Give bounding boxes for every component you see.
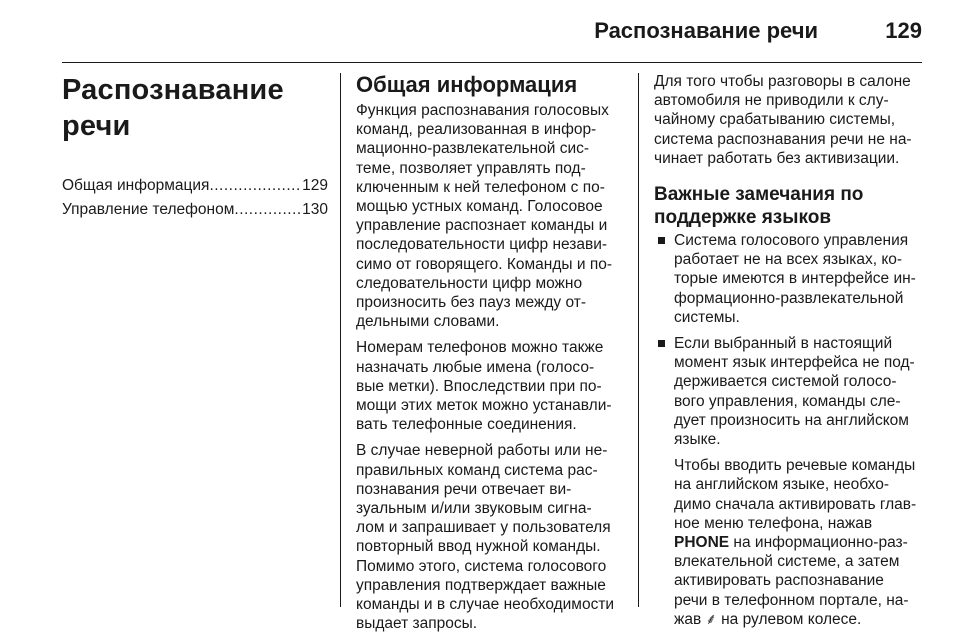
toc-leader	[234, 198, 302, 222]
paragraph-errors: В случае неверной работы или не- правильных команд система рас- познавания речи отвечает ви- зуальным и/или звуковым сигна- лом и запрашивает у пользователя повторный ввод нужной команды. Помимо этого, система голосового управления подтверждает важные команды и в случае необходимости выдает запросы.	[356, 442, 615, 633]
bullet-square-icon	[658, 237, 665, 244]
voice-control-icon: ⸙	[705, 610, 717, 628]
page-number: 129	[885, 18, 922, 43]
table-of-contents	[62, 174, 328, 222]
bullet-item-languages: Система голосового управления работает не на всех языках, ко- торые имеются в интерфейсе ин- формационно-развлекательной системы.	[654, 231, 922, 327]
bullet-square-icon	[658, 340, 665, 347]
toc-label: Управление телефоном	[62, 201, 235, 218]
toc-entry-general[interactable]	[62, 174, 328, 198]
paragraph-intro: Функция распознавания голосовых команд, реализованная в инфор- мационно-развлекательной сис- теме, позволяет управлять под- ключенным к ней телефоном с по- мощью устных команд. Голосовое управление распознает команды и последовательности цифр незави- симо от говорящего. Команды и по- следовательности цифр можно произносить без пауз между от- дельными словами.	[356, 102, 612, 331]
toc-page: 129	[302, 177, 328, 194]
general-info-column	[356, 72, 628, 633]
toc-leader	[209, 174, 302, 198]
chapter-column	[62, 72, 328, 222]
toc-page: 130	[302, 201, 328, 218]
paragraph-voice-tags: Номерам телефонов можно также назначать любые имена (голосо- вые метки). Впоследствии при по- мощи этих меток можно устанавли- вать телефонные соединения.	[356, 339, 612, 434]
column-divider-1	[340, 73, 341, 607]
toc-label: Общая информация	[62, 177, 210, 194]
paragraph-activation: Для того чтобы разговоры в салоне автомобиля не приводили к слу- чайному срабатыванию системы, система распознавания речи не на- чинает работать без активизации.	[654, 73, 912, 167]
header-rule	[62, 62, 922, 63]
running-header-title: Распознавание речи	[594, 18, 818, 43]
notes-column	[654, 72, 922, 629]
paragraph-english-input: Чтобы вводить речевые команды на английском языке, необхо- димо сначала активировать глав- ное меню телефона, нажав PHONE на информационно-раз- влекательной системе, а затем активировать распознавание речи в телефонном портале, на- жав ⸙ на рулевом колесе.	[674, 457, 917, 628]
toc-entry-phone[interactable]	[62, 198, 328, 222]
chapter-title: Распознавание речи	[62, 74, 284, 142]
bullet-item-english: Если выбранный в настоящий момент язык интерфейса не под- держивается системой голосо- вого управления, команды сле- дует произносить на английском языке.	[654, 334, 922, 449]
phone-button-label: PHONE	[674, 534, 730, 552]
language-notes-title: Важные замечания по поддержке языков	[654, 184, 864, 229]
column-divider-2	[638, 73, 639, 607]
section-title: Общая информация	[356, 72, 578, 97]
